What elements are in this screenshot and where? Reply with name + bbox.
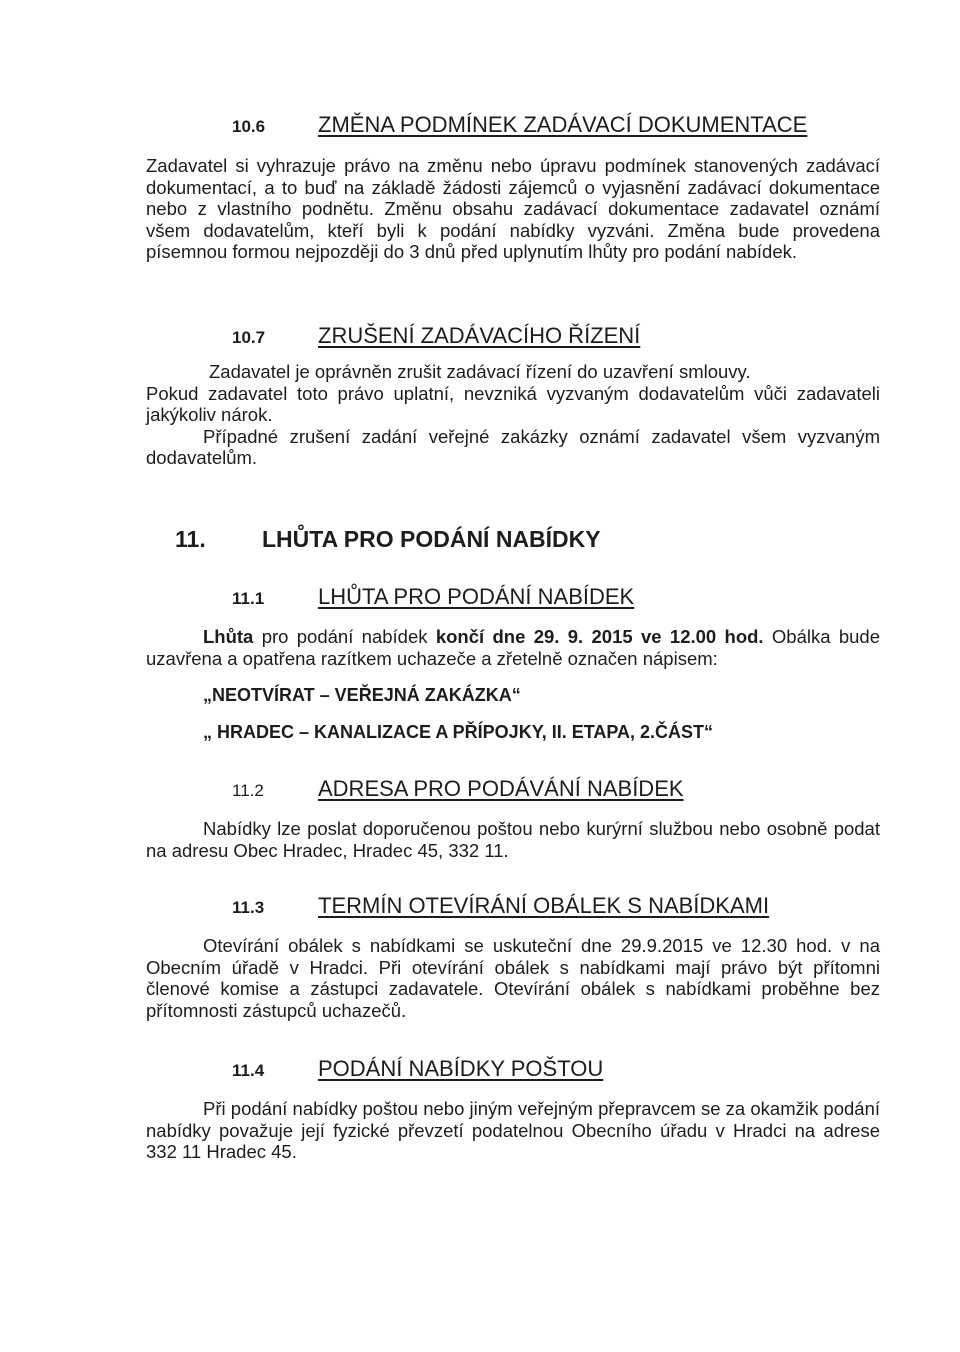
section-title: ADRESA PRO PODÁVÁNÍ NABÍDEK xyxy=(318,776,684,801)
heading-11-4 xyxy=(232,1056,603,1082)
heading-11-1 xyxy=(232,584,634,610)
section-title: PODÁNÍ NABÍDKY POŠTOU xyxy=(318,1056,604,1081)
paragraph-11-1 xyxy=(146,626,880,669)
paragraph-line: Případné zrušení zadání veřejné zakázky oznámí zadavatel všem vyzvaným dodavatelům. xyxy=(146,425,880,469)
section-title: LHŮTA PRO PODÁNÍ NABÍDEK xyxy=(318,584,635,609)
paragraph-11-2 xyxy=(146,818,880,861)
section-title: ZMĚNA PODMÍNEK ZADÁVACÍ DOKUMENTACE xyxy=(318,112,808,137)
section-number: 10.7 xyxy=(232,328,266,347)
paragraph-10-6 xyxy=(146,155,880,263)
paragraph-line: Pokud zadavatel toto právo uplatní, nevzniká vyzvaným dodavatelům vůči zadavateli jakýkoliv nárok. xyxy=(146,382,880,426)
paragraph-text xyxy=(146,626,880,669)
deadline-text: pro podání nabídek xyxy=(253,626,436,647)
paragraph-line: Zadavatel je oprávněn zrušit zadávací řízení do uzavření smlouvy. xyxy=(209,361,751,382)
deadline-label: Lhůta xyxy=(203,626,254,647)
section-title: LHŮTA PRO PODÁNÍ NABÍDKY xyxy=(262,526,601,552)
envelope-label-2: „ HRADEC – KANALIZACE A PŘÍPOJKY, II. ETAPA, 2.ČÁST“ xyxy=(203,722,714,742)
section-number: 11.2 xyxy=(232,781,264,800)
paragraph-11-4 xyxy=(146,1098,880,1163)
deadline-date: končí dne 29. 9. 2015 ve 12.00 hod. xyxy=(435,626,764,647)
paragraph-text: Při podání nabídky poštou nebo jiným veřejným přepravcem se za okamžik podání nabídky považuje její fyzické převzetí podatelnou Obecního úřadu v Hradci na adrese 332 11 Hradec 45. xyxy=(146,1098,880,1163)
paragraph-text: Zadavatel si vyhrazuje právo na změnu nebo úpravu podmínek stanovených zadávací dokumentací, a to buď na základě žádosti zájemců o vyjasnění zadávací dokumentace nebo z vlastního podnětu. Změnu obsahu zadávací dokumentace zadavatel oznámí všem dodavatelům, kteří byli k podání nabídky vyzváni. Změna bude provedena písemnou formou nejpozději do 3 dnů před uplynutím lhůty pro podání nabídek. xyxy=(146,155,880,263)
envelope-instructions: Obálka bude uzavřena a opatřena razítkem uchazeče a zřetelně označen nápisem: xyxy=(146,626,881,669)
paragraph-11-3 xyxy=(146,935,880,1021)
heading-11-3 xyxy=(232,893,769,919)
paragraph-text: Otevírání obálek s nabídkami se uskuteční dne 29.9.2015 ve 12.30 hod. v na Obecním úřadě v Hradci. Při otevírání obálek s nabídkami mají právo být přítomni členové komise a zástupci zadavatele. Otevírání obálek s nabídkami proběhne bez přítomnosti zástupců uchazečů. xyxy=(146,935,880,1021)
paragraph-10-7 xyxy=(146,361,880,469)
section-title: ZRUŠENÍ ZADÁVACÍHO ŘÍZENÍ xyxy=(318,323,641,348)
section-number: 11.1 xyxy=(232,589,265,608)
paragraph-text: Nabídky lze poslat doporučenou poštou nebo kurýrní službou nebo osobně podat na adresu Obec Hradec, Hradec 45, 332 11. xyxy=(146,818,880,861)
section-number: 11.4 xyxy=(232,1061,265,1080)
section-number: 10.6 xyxy=(232,117,266,136)
heading-10-6 xyxy=(232,112,807,138)
section-number: 11. xyxy=(175,526,206,552)
envelope-label-1: „NEOTVÍRAT – VEŘEJNÁ ZAKÁZKA“ xyxy=(203,685,521,705)
heading-11 xyxy=(175,526,601,553)
section-number: 11.3 xyxy=(232,898,265,917)
section-title: TERMÍN OTEVÍRÁNÍ OBÁLEK S NABÍDKAMI xyxy=(318,893,770,918)
heading-10-7 xyxy=(232,323,640,349)
heading-11-2 xyxy=(232,776,684,802)
